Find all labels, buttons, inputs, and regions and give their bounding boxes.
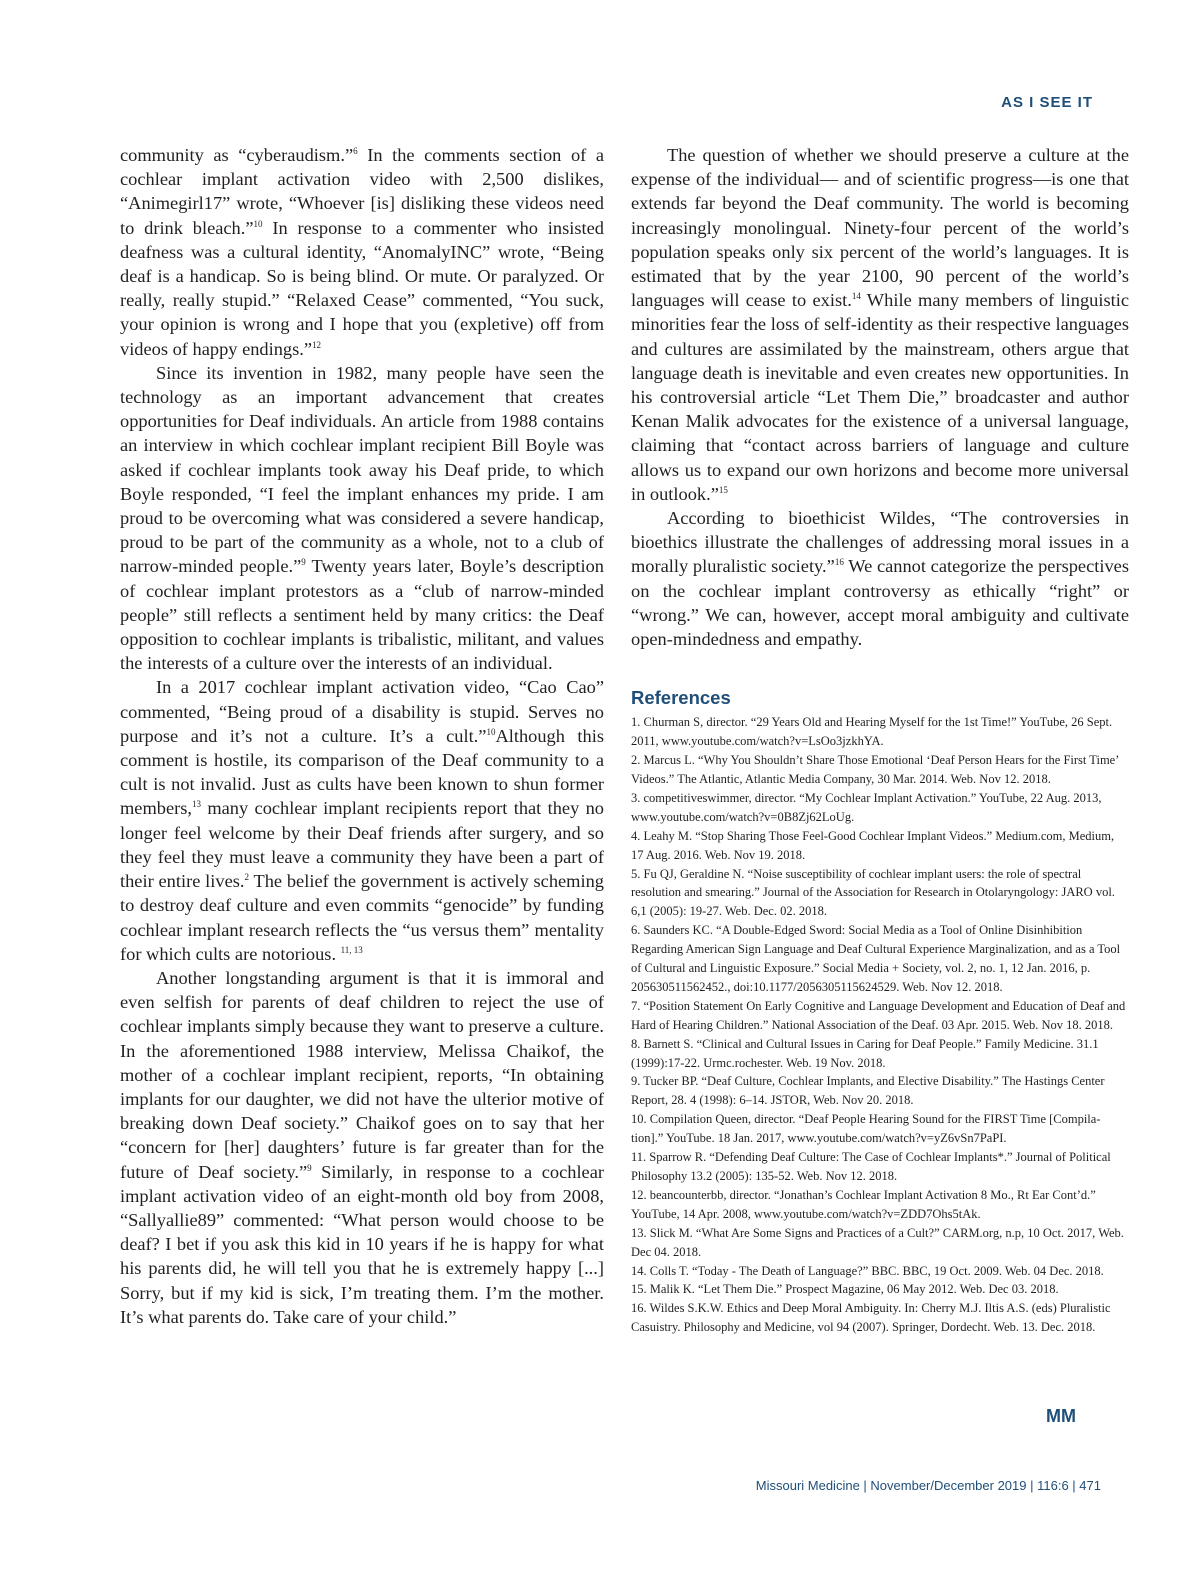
reference-item: 13. Slick M. “What Are Some Signs and Practices of a Cult?” CARM.org, n.p, 10 Oct. 2017, Web. Dec 04. 2018. xyxy=(631,1225,1124,1259)
issue-date: November/December 2019 xyxy=(870,1478,1027,1493)
references-list xyxy=(631,713,1129,1337)
body-paragraph: Another longstanding argument is that it is immoral and even selfish for parents of deaf children to reject the use of cochlear implants simply because they want to preserve a culture. In the aforementioned 1988 interview, Melissa Chaikof, the mother of a cochlear implant recipient, reports, “In obtaining implants for our daughter, we did not have the ulterior motive of breaking down Deaf society.” Chaikof goes on to say that her “concern for [her] daughters’ future is far greater than for the future of Deaf society.”$^9$ Similarly, in response to a cochlear implant activation video of an eight-month old boy from 2008, “Sallyallie89” commented: “What person would choose to be deaf? I bet if you ask this kid in 10 years if he is happy for what his parents did, he will tell you that he is extremely happy [...] Sorry, but if my kid is sick, I’m treating them. I’m the mother. It’s what parents do. Take care of your child.” xyxy=(120,967,604,1327)
reference-item: 2. Marcus L. “Why You Shouldn’t Share Those Emotional ‘Deaf Person Hears for the First Time’ Videos.” The Atlantic, Atlantic Media Company, 30 Mar. 2014. Web. Nov 12. 2018. xyxy=(631,753,1119,786)
reference-item: 7. “Position Statement On Early Cognitive and Language Development and Education of Deaf and Hard of Hearing Children.” National Association of the Deaf. 03 Apr. 2015. Web. Nov 18. 2018. xyxy=(631,998,1126,1032)
page-footer: Missouri Medicine | November/December 2019 | 116:6 | 471 xyxy=(755,1478,1101,1493)
reference-item: 14. Colls T. “Today - The Death of Language?” BBC. BBC, 19 Oct. 2009. Web. 04 Dec. 2018. xyxy=(631,1263,1104,1278)
body-paragraph: The question of whether we should preserve a culture at the expense of the individual— and of scientific progress—is one that extends far beyond the Deaf community. The world is becoming increasingly monolingual. Ninety-four percent of the world’s population speaks only six percent of the world’s languages. It is estimated that by the year 2100, 90 percent of the world’s languages will cease to exist.$^{14}$ While many members of linguistic minorities fear the loss of self-identity as their respective languages and cultures are assimilated by the mainstream, others argue that language death is inevitable and even creates new opportunities. In his controversial article “Let Them Die,” broadcaster and author Kenan Malik advocates for the existence of a universal language, claiming that “contact across barriers of language and culture allows us to expand our own horizons and become more universal in outlook.”$^{15}$ xyxy=(631,145,1130,504)
left-column xyxy=(120,143,604,1329)
end-mark-logo: MM xyxy=(1046,1406,1076,1426)
reference-item: 15. Malik K. “Let Them Die.” Prospect Magazine, 06 May 2012. Web. Dec 03. 2018. xyxy=(631,1282,1059,1297)
reference-item: 10. Compilation Queen, director. “Deaf People Hearing Sound for the FIRST Time [Compila- tion].” YouTube. 18 Jan. 2017, www.youtube.com/watch?v=yZ6vSn7PaPI. xyxy=(631,1112,1101,1146)
reference-item: 6. Saunders KC. “A Double-Edged Sword: Social Media as a Tool of Online Disinhibition Regarding American Sign Language and Deaf Cultural Experience Marginalization, and as a Tool of Cultural and Linguistic Exposure.” Social Media + Society, vol. 2, no. 1, 12 Jan. 2016, p. 205630511562452., doi:10.1177/2056305115624529. Web. Nov 12. 2018. xyxy=(631,923,1121,994)
reference-item: 5. Fu QJ, Geraldine N. “Noise susceptibility of cochlear implant users: the role of spectral resolution and smearing.” Journal of the Association for Research in Otolaryngology: JARO vol. 6,1 (2005): 19-27. Web. Dec. 02. 2018. xyxy=(631,866,1115,919)
reference-item: 11. Sparrow R. “Defending Deaf Culture: The Case of Cochlear Implants*.” Journal of Political Philosophy 13.2 (2005): 135-52. Web. Nov 12. 2018. xyxy=(631,1150,1111,1184)
reference-item: 1. Churman S, director. “29 Years Old and Hearing Myself for the 1st Time!” YouTube, 26 Sept. 2011, www.youtube.com/watch?v=LsOo3jzkhYA. xyxy=(631,715,1113,749)
reference-item: 8. Barnett S. “Clinical and Cultural Issues in Caring for Deaf People.” Family Medicine. 31.1 (1999):17-22. Urmc.rochester. Web. 19 Nov. 2018. xyxy=(631,1036,1099,1070)
reference-item: 16. Wildes S.K.W. Ethics and Deep Moral Ambiguity. In: Cherry M.J. Iltis A.S. (eds) Pluralistic Casuistry. Philosophy and Medicine, vol 94 (2007). Springer, Dordecht. Web. 13. Dec. 2018. xyxy=(631,1301,1111,1335)
body-paragraph: In a 2017 cochlear implant activation video, “Cao Cao” commented, “Being proud of a disability is stupid. Serves no purpose and it’s not a culture. It’s a cult.”$^{10}$Although this comment is hostile, its comparison of the Deaf community to a cult is not invalid. Just as cults have been known to shun former members,$^{13}$ many cochlear implant recipients report that they no longer feel welcome by their Deaf friends after surgery, and so they feel they must leave a community they have been a part of their entire lives.$^2$ The belief the government is actively scheming to destroy deaf culture and even commits “genocide” by funding cochlear implant research reflects the “us versus them” mentality for which cults are notorious. $^{11, 13}$ xyxy=(120,677,604,964)
page-number: 471 xyxy=(1079,1478,1101,1493)
right-column xyxy=(631,143,1129,1337)
references-heading: References xyxy=(631,687,731,709)
journal-name: Missouri Medicine xyxy=(755,1478,860,1493)
reference-item: 3. competitiveswimmer, director. “My Cochlear Implant Activation.” YouTube, 22 Aug. 2013, www.youtube.com/watch?v=0B8Zj62LoUg. xyxy=(631,790,1102,824)
body-paragraph: community as “cyberaudism.”$^6$ In the comments section of a cochlear implant activation video with 2,500 dislikes, “Animegirl17” wrote, “Whoever [is] disliking these videos need to drink bleach.”$^{10}$ In response to a commenter who insisted deafness was a cultural identity, “AnomalyINC” wrote, “Being deaf is a handicap. So is being blind. Or mute. Or paralyzed. Or really, really stupid.” “Relaxed Cease” commented, “You suck, your opinion is wrong and I hope that you (expletive) off from videos of happy endings.”$^{12}$ xyxy=(120,145,604,359)
body-paragraph: Since its invention in 1982, many people have seen the technology as an important advancement that creates opportunities for Deaf individuals. An article from 1988 contains an interview in which cochlear implant recipient Bill Boyle was asked if cochlear implants took away his Deaf pride, to which Boyle responded, “I feel the implant enhances my pride. I am proud to be overcoming what was considered a severe handicap, proud to be part of the community as a whole, not to a club of narrow-minded people.”$^9$ Twenty years later, Boyle’s description of cochlear implant protestors as a “club of narrow-minded people” still reflects a sentiment held by many critics: the Deaf opposition to cochlear implants is tribalistic, militant, and values the interests of a culture over the interests of an individual. xyxy=(120,362,605,674)
body-paragraph: According to bioethicist Wildes, “The controversies in bioethics illustrate the challenges of addressing moral issues in a morally pluralistic society.”$^{16}$ We cannot categorize the perspectives on the cochlear implant controversy as ethically “right” or “wrong.” We can, however, accept moral ambiguity and cultivate open-mindedness and empathy. xyxy=(631,508,1129,650)
reference-item: 4. Leahy M. “Stop Sharing Those Feel-Good Cochlear Implant Videos.” Medium.com, Medium, 17 Aug. 2016. Web. Nov 19. 2018. xyxy=(631,828,1115,862)
volume-issue: 116:6 xyxy=(1037,1478,1069,1493)
section-label: AS I SEE IT xyxy=(1001,94,1093,111)
reference-item: 9. Tucker BP. “Deaf Culture, Cochlear Implants, and Elective Disability.” The Hastings Center Report, 28. 4 (1998): 6–14. JSTOR, Web. Nov 20. 2018. xyxy=(631,1074,1105,1108)
reference-item: 12. beancounterbb, director. “Jonathan’s Cochlear Implant Activation 8 Mo., Rt Ear Cont’d.” YouTube, 14 Apr. 2008, www.youtube.com/watch?v=ZDD7Ohs5tAk. xyxy=(631,1187,1096,1221)
